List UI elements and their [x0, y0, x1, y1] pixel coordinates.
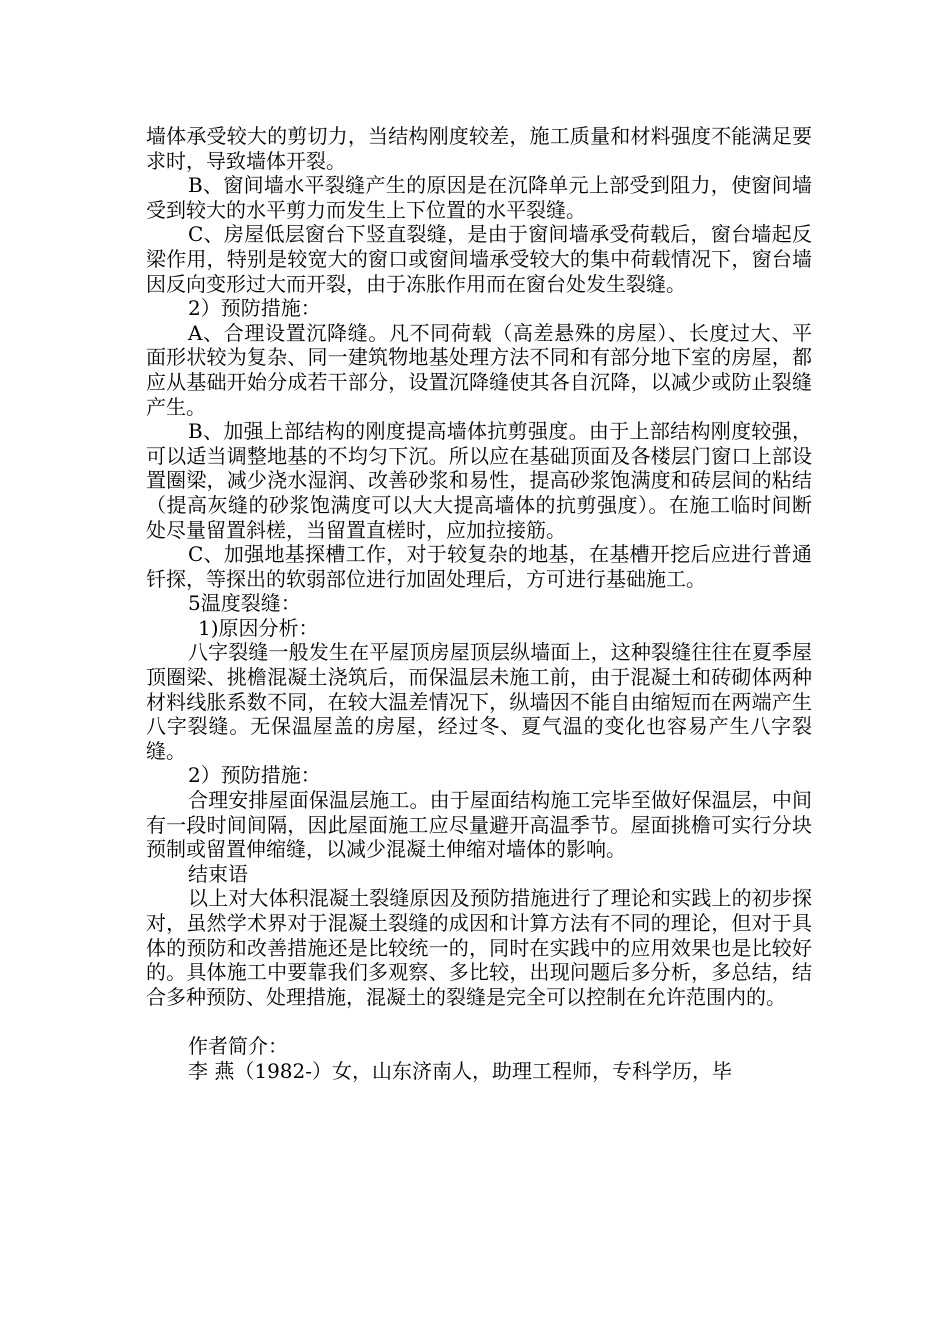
- paragraph-measure-c: C、加强地基探槽工作，对于较复杂的地基，在基槽开挖后应进行普通钎探，等探出的软弱部位进行加固处理后，方可进行基础施工。: [146, 542, 812, 591]
- paragraph-cause-b: B、窗间墙水平裂缝产生的原因是在沉降单元上部受到阻力，使窗间墙受到较大的水平剪力而发生上下位置的水平裂缝。: [146, 173, 812, 222]
- paragraph-continuation: 墙体承受较大的剪切力，当结构刚度较差，施工质量和材料强度不能满足要求时，导致墙体开裂。: [146, 124, 812, 173]
- paragraph-author-bio: 李 燕（1982-）女，山东济南人，助理工程师，专科学历，毕: [188, 1058, 733, 1083]
- paragraph-eight-shaped-cracks: 八字裂缝一般发生在平屋顶房屋顶层纵墙面上，这种裂缝往往在夏季屋顶圈梁、挑檐混凝土浇筑后，而保温层未施工前，由于混凝土和砖砌体两种材料线胀系数不同，在较大温差情况下，纵墙因不能自由缩短而在两端产生八字裂缝。无保温屋盖的房屋，经过冬、夏气温的变化也容易产生八字裂缝。: [146, 640, 812, 763]
- paragraph-measure-a: A、合理设置沉降缝。凡不同荷载（高差悬殊的房屋）、长度过大、平面形状较为复杂、同一建筑物地基处理方法不同和有部分地下室的房屋，都应从基础开始分成若干部分，设置沉降缝使其各自沉降，以减少或防止裂缝产生。: [146, 320, 812, 419]
- paragraph-roof-insulation: 合理安排屋面保温层施工。由于屋面结构施工完毕至做好保温层，中间有一段时间间隔，因此屋面施工应尽量避开高温季节。屋面挑檐可实行分块预制或留置伸缩缝，以减少混凝土伸缩对墙体的影响。: [146, 788, 812, 862]
- subheading-prevention: 2）预防措施：: [188, 296, 321, 321]
- blank-line: [146, 1009, 812, 1034]
- paragraph-cause-c: C、房屋低层窗台下竖直裂缝，是由于窗间墙承受荷载后，窗台墙起反梁作用，特别是较宽大的窗口或窗间墙承受较大的集中荷载情况下，窗台墙因反向变形过大而开裂，由于冻胀作用而在窗台处发生裂缝。: [146, 222, 812, 296]
- paragraph-measure-b: B、加强上部结构的刚度提高墙体抗剪强度。由于上部结构刚度较强，可以适当调整地基的不均匀下沉。所以应在基础顶面及各楼层门窗口上部设置圈梁，减少浇水湿润、改善砂浆和易性，提高砂浆饱满度和砖层间的粘结（提高灰缝的砂浆饱满度可以大大提高墙体的抗剪强度）。在施工临时间断处尽量留置斜槎，当留置直槎时，应加拉接筋。: [146, 419, 812, 542]
- heading-temperature-cracks: 5温度裂缝：: [188, 591, 301, 616]
- heading-author-intro: 作者简介：: [188, 1033, 288, 1058]
- subheading-cause-analysis: 1)原因分析：: [198, 615, 319, 640]
- paragraph-conclusion: 以上对大体积混凝土裂缝原因及预防措施进行了理论和实践上的初步探对，虽然学术界对于混凝土裂缝的成因和计算方法有不同的理论，但对于具体的预防和改善措施还是比较统一的，同时在实践中的应用效果也是比较好的。具体施工中要靠我们多观察、多比较，出现问题后多分析，多总结，结合多种预防、处理措施，混凝土的裂缝是完全可以控制在允许范围内的。: [146, 886, 812, 1009]
- subheading-prevention-2: 2）预防措施：: [188, 763, 321, 788]
- body-text: [146, 124, 812, 1083]
- heading-conclusion: 结束语: [188, 861, 248, 886]
